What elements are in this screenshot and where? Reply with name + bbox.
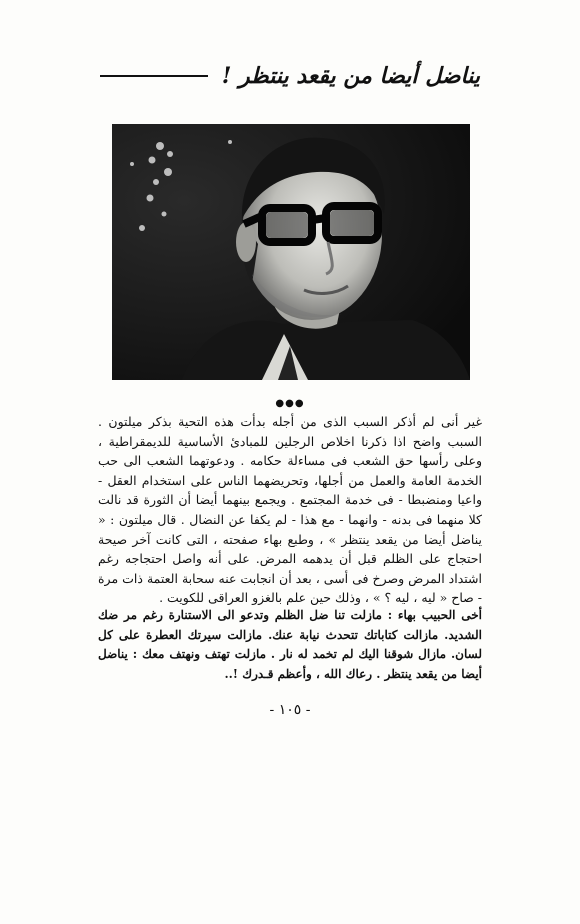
chapter-header bbox=[100, 56, 480, 96]
main-paragraph bbox=[98, 412, 482, 608]
letter-paragraph: أخى الحبيب بهاء : مازلت تنا ضل الظلم وتدعو الى الاستنارة رغم مر ضك الشديد. مازالت كتاباتك تتحدث نيابة عنك. مازالت سيرتك العطرة على كل لسان. مازال شوقنا اليك لم تخمد له نار . مازلت تهتف ونهتف معك : يناضل أيضا من يقعد ينتظر . رعاك الله ، وأعظم قـدرك !.. bbox=[98, 608, 482, 681]
chapter-title: يناضل أيضا من يقعد ينتظر ! bbox=[221, 63, 480, 89]
portrait-image bbox=[112, 124, 470, 380]
body-paragraph: غير أنى لم أذكر السبب الذى من أجله بدأت هذه التحية بذكر ميلتون . السبب واضح اذا ذكرنا اخلاص الرجلين للمبادئ الأساسية للديمقراطية ، وعلى رأسها حق الشعب فى مساءلة حكامه . ودعوتهما الشعب الى حب الخدمة العامة والعمل من أجلها، وتحريضهما الناس على استخدام العقل - واعيا ومنضبطا - فى خدمة المجتمع . ويجمع بينهما أيضا أن الثورة قد نالت كلا منهما فى بدنه - وانهما - مع هذا - لم يكفا عن النضال . قال ميلتون : « يناضل أيضا من يقعد ينتظر » ، وطبع بهاء صفحته ، التى كانت آخر صيحة احتجاج على الظلم قبل أن يدهمه المرض. على أنه واصل احتجاجه رغم اشتداد المرض وصرخ فى أسى ، بعد أن انجابت عنه سحابة العتمة ذات مرة - صاح « ليه ، ليه ؟ » ، وذلك حين علم بالغزو العراقى للكويت . bbox=[98, 414, 482, 606]
section-ornament: ●●● bbox=[275, 398, 305, 409]
page-number: - ١٠٥ - bbox=[269, 702, 311, 718]
letter-block bbox=[98, 606, 482, 684]
header-rule bbox=[100, 75, 208, 77]
portrait-photo bbox=[112, 124, 470, 380]
